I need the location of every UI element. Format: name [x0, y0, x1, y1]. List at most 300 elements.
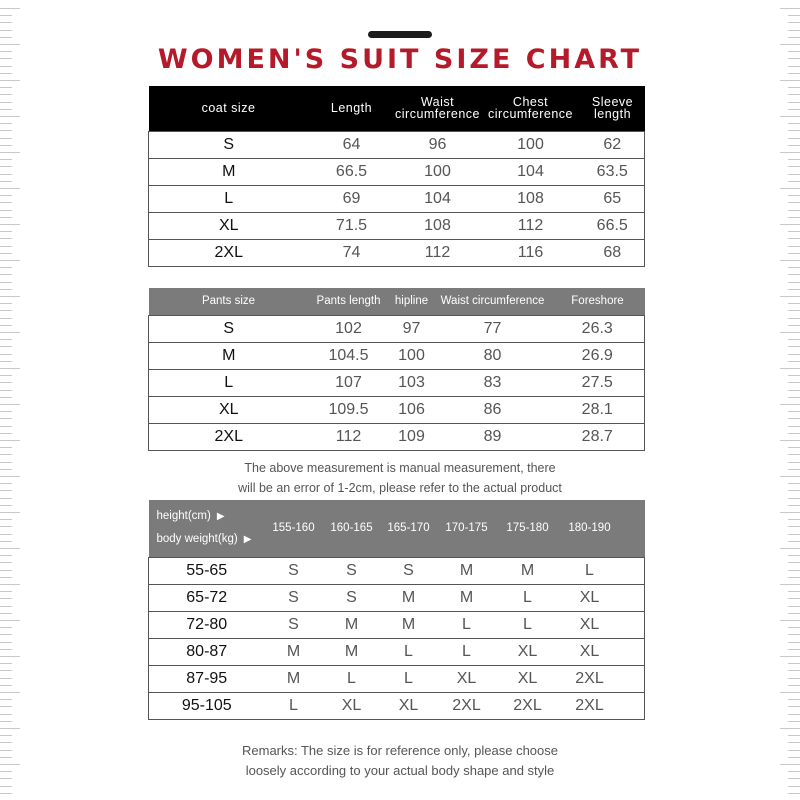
ruler-tick [788, 325, 800, 326]
table-row [149, 396, 645, 423]
table-row [149, 692, 645, 719]
ruler-tick [0, 426, 12, 427]
remarks-line1: Remarks: The size is for reference only, please choose [242, 743, 558, 758]
ruler-tick [780, 296, 800, 297]
pants-value-cell: 97 [389, 315, 435, 342]
ruler-tick [0, 102, 12, 103]
pants-value-cell: 103 [389, 369, 435, 396]
size-cell: XL [559, 611, 621, 638]
ruler-tick [788, 786, 800, 787]
ruler-tick [0, 505, 12, 506]
pants-value-cell: 26.3 [551, 315, 645, 342]
pants-header-row [149, 288, 645, 315]
ruler-tick [0, 238, 12, 239]
pants-value-cell: 104.5 [309, 342, 389, 369]
pants-value-cell: 112 [309, 423, 389, 450]
ruler-tick [0, 109, 12, 110]
coat-value-cell: 62 [581, 131, 645, 158]
size-cell: 2XL [497, 692, 559, 719]
ruler-tick [780, 512, 800, 513]
size-cell: XL [381, 692, 437, 719]
height-range-header: 155-160 [265, 500, 323, 557]
coat-value-cell: 71.5 [309, 212, 395, 239]
ruler-tick [0, 231, 12, 232]
ruler-tick [788, 37, 800, 38]
size-cell: L [265, 692, 323, 719]
table-row [149, 665, 645, 692]
ruler-tick [0, 598, 12, 599]
coat-header-row [149, 86, 645, 131]
ruler-tick [780, 584, 800, 585]
ruler-tick [780, 656, 800, 657]
ruler-tick [0, 181, 12, 182]
measurement-note [0, 458, 800, 498]
ruler-tick [788, 282, 800, 283]
ruler-tick [788, 498, 800, 499]
ruler-tick [0, 346, 12, 347]
ruler-tick [0, 433, 12, 434]
ruler-tick [0, 548, 20, 549]
ruler-tick [0, 310, 12, 311]
ruler-tick [0, 411, 12, 412]
ruler-tick [0, 642, 12, 643]
ruler-tick [0, 562, 12, 563]
pants-size-cell: S [149, 315, 309, 342]
ruler-tick [788, 714, 800, 715]
ruler-tick [0, 699, 12, 700]
ruler-tick [0, 584, 20, 585]
ruler-tick [0, 418, 12, 419]
ruler-tick [0, 555, 12, 556]
ruler-tick [0, 627, 12, 628]
rec-corner-header [149, 500, 265, 557]
coat-size-cell: M [149, 158, 309, 185]
coat-header-cell: Chest circumference [481, 86, 581, 131]
ruler-tick [0, 354, 12, 355]
ruler-tick [788, 87, 800, 88]
ruler-tick [788, 159, 800, 160]
row-spacer [621, 611, 645, 638]
coat-size-cell: 2XL [149, 239, 309, 266]
ruler-tick [788, 102, 800, 103]
pants-size-cell: XL [149, 396, 309, 423]
ruler-tick [0, 145, 12, 146]
coat-value-cell: 64 [309, 131, 395, 158]
ruler-tick [788, 505, 800, 506]
size-cell: L [437, 638, 497, 665]
size-cell: 2XL [437, 692, 497, 719]
ruler-tick [0, 22, 12, 23]
ruler-tick [788, 735, 800, 736]
size-cell: 2XL [559, 692, 621, 719]
ruler-tick [0, 116, 20, 117]
size-cell: S [323, 584, 381, 611]
ruler-tick [788, 30, 800, 31]
ruler-tick [788, 339, 800, 340]
ruler-tick [0, 15, 12, 16]
ruler-tick [788, 289, 800, 290]
ruler-tick [0, 174, 12, 175]
ruler-tick [0, 498, 12, 499]
pants-value-cell: 26.9 [551, 342, 645, 369]
ruler-tick [780, 440, 800, 441]
ruler-tick [788, 793, 800, 794]
rec-header-row [149, 500, 645, 557]
ruler-tick [788, 274, 800, 275]
ruler-tick [788, 721, 800, 722]
pants-value-cell: 102 [309, 315, 389, 342]
size-cell: M [381, 584, 437, 611]
ruler-tick [788, 202, 800, 203]
right-ruler [778, 0, 800, 800]
ruler-tick [0, 202, 12, 203]
ruler-tick [0, 253, 12, 254]
ruler-tick [0, 735, 12, 736]
ruler-tick [0, 8, 20, 9]
ruler-tick [788, 447, 800, 448]
coat-value-cell: 63.5 [581, 158, 645, 185]
ruler-tick [788, 346, 800, 347]
table-row [149, 185, 645, 212]
ruler-tick [780, 224, 800, 225]
size-cell: XL [323, 692, 381, 719]
ruler-tick [0, 663, 12, 664]
pants-value-cell: 27.5 [551, 369, 645, 396]
size-cell: S [265, 557, 323, 584]
coat-size-cell: L [149, 185, 309, 212]
table-row [149, 342, 645, 369]
ruler-tick [788, 318, 800, 319]
ruler-tick [780, 728, 800, 729]
right-arrow-icon: ▶ [216, 511, 225, 523]
ruler-tick [788, 382, 800, 383]
table-row [149, 315, 645, 342]
coat-size-cell: XL [149, 212, 309, 239]
ruler-tick [0, 512, 20, 513]
size-cell: L [497, 611, 559, 638]
pants-value-cell: 86 [435, 396, 551, 423]
ruler-tick [0, 541, 12, 542]
header-spacer [621, 500, 645, 557]
ruler-tick [788, 145, 800, 146]
ruler-tick [788, 390, 800, 391]
coat-value-cell: 100 [395, 158, 481, 185]
ruler-tick [788, 361, 800, 362]
ruler-tick [0, 260, 20, 261]
pants-value-cell: 80 [435, 342, 551, 369]
ruler-tick [0, 606, 12, 607]
ruler-tick [0, 303, 12, 304]
ruler-tick [0, 325, 12, 326]
ruler-tick [788, 706, 800, 707]
ruler-tick [788, 570, 800, 571]
pants-header-cell: Pants size [149, 288, 309, 315]
row-spacer [621, 665, 645, 692]
pants-value-cell: 107 [309, 369, 389, 396]
pants-size-cell: 2XL [149, 423, 309, 450]
size-cell: XL [497, 665, 559, 692]
ruler-tick [0, 526, 12, 527]
size-cell: M [323, 611, 381, 638]
height-range-header: 170-175 [437, 500, 497, 557]
ruler-tick [788, 375, 800, 376]
ruler-tick [0, 591, 12, 592]
coat-value-cell: 112 [481, 212, 581, 239]
ruler-tick [0, 685, 12, 686]
ruler-tick [0, 519, 12, 520]
ruler-tick [780, 152, 800, 153]
ruler-tick [788, 354, 800, 355]
weight-range-cell: 95-105 [149, 692, 265, 719]
ruler-tick [0, 195, 12, 196]
table-row [149, 423, 645, 450]
ruler-tick [788, 123, 800, 124]
ruler-tick [0, 649, 12, 650]
size-cell: 2XL [559, 665, 621, 692]
table-row [149, 212, 645, 239]
ruler-tick [0, 613, 12, 614]
ruler-tick [0, 793, 12, 794]
ruler-tick [0, 188, 20, 189]
ruler-tick [780, 620, 800, 621]
ruler-tick [780, 548, 800, 549]
ruler-tick [788, 534, 800, 535]
ruler-tick [788, 562, 800, 563]
ruler-tick [0, 274, 12, 275]
pants-value-cell: 77 [435, 315, 551, 342]
ruler-tick [780, 404, 800, 405]
ruler-tick [0, 296, 20, 297]
size-cell: S [265, 584, 323, 611]
ruler-tick [0, 361, 12, 362]
coat-value-cell: 74 [309, 239, 395, 266]
table-row [149, 131, 645, 158]
row-spacer [621, 638, 645, 665]
ruler-tick [0, 224, 20, 225]
size-cell: M [437, 557, 497, 584]
ruler-tick [780, 692, 800, 693]
ruler-tick [788, 195, 800, 196]
ruler-tick [0, 94, 12, 95]
pants-value-cell: 109 [389, 423, 435, 450]
ruler-tick [780, 8, 800, 9]
ruler-tick [0, 620, 20, 621]
row-spacer [621, 557, 645, 584]
height-label: height(cm) [156, 510, 211, 523]
ruler-tick [780, 368, 800, 369]
pants-size-cell: M [149, 342, 309, 369]
ruler-tick [788, 649, 800, 650]
pants-body [149, 315, 645, 450]
ruler-tick [0, 382, 12, 383]
size-cell: M [497, 557, 559, 584]
ruler-tick [788, 109, 800, 110]
ruler-tick [0, 339, 12, 340]
ruler-tick [788, 267, 800, 268]
ruler-tick [0, 152, 20, 153]
ruler-tick [0, 692, 20, 693]
ruler-tick [0, 404, 20, 405]
table-row [149, 158, 645, 185]
size-cell: M [323, 638, 381, 665]
pants-value-cell: 106 [389, 396, 435, 423]
left-ruler [0, 0, 22, 800]
ruler-tick [788, 541, 800, 542]
ruler-tick [788, 642, 800, 643]
ruler-tick [0, 87, 12, 88]
size-cell: S [265, 611, 323, 638]
coat-header-cell: Waist circumference [395, 86, 481, 131]
coat-header-cell: Sleeve length [581, 86, 645, 131]
ruler-tick [0, 210, 12, 211]
size-cell: M [437, 584, 497, 611]
height-range-header: 180-190 [559, 500, 621, 557]
ruler-tick [788, 411, 800, 412]
height-range-header: 165-170 [381, 500, 437, 557]
measurement-note-line1: The above measurement is manual measurement, there [244, 461, 556, 475]
ruler-tick [0, 159, 12, 160]
ruler-tick [788, 94, 800, 95]
ruler-tick [788, 418, 800, 419]
ruler-tick [0, 217, 12, 218]
ruler-tick [0, 130, 12, 131]
pants-value-cell: 28.1 [551, 396, 645, 423]
ruler-tick [788, 555, 800, 556]
ruler-tick [788, 699, 800, 700]
size-cell: L [381, 638, 437, 665]
ruler-tick [788, 591, 800, 592]
remarks-line2: loosely according to your actual body shape and style [245, 763, 555, 778]
ruler-tick [0, 246, 12, 247]
row-spacer [621, 692, 645, 719]
ruler-tick [0, 80, 20, 81]
ruler-tick [788, 210, 800, 211]
weight-range-cell: 80-87 [149, 638, 265, 665]
ruler-tick [788, 246, 800, 247]
coat-value-cell: 104 [481, 158, 581, 185]
size-cell: L [381, 665, 437, 692]
weight-range-cell: 72-80 [149, 611, 265, 638]
size-cell: L [497, 584, 559, 611]
ruler-tick [0, 123, 12, 124]
size-cell: XL [437, 665, 497, 692]
ruler-tick [0, 37, 12, 38]
ruler-tick [0, 570, 12, 571]
coat-value-cell: 108 [481, 185, 581, 212]
ruler-tick [788, 238, 800, 239]
remarks [0, 741, 800, 781]
ruler-tick [788, 433, 800, 434]
size-cell: L [323, 665, 381, 692]
ruler-tick [788, 519, 800, 520]
coat-value-cell: 116 [481, 239, 581, 266]
size-cell: S [381, 557, 437, 584]
ruler-tick [788, 678, 800, 679]
ruler-tick [788, 181, 800, 182]
table-row [149, 239, 645, 266]
page-title: WOMEN'S SUIT SIZE CHART [157, 44, 643, 75]
coat-value-cell: 100 [481, 131, 581, 158]
ruler-tick [0, 390, 12, 391]
ruler-tick [0, 786, 12, 787]
coat-value-cell: 104 [395, 185, 481, 212]
ruler-tick [788, 577, 800, 578]
ruler-tick [788, 627, 800, 628]
pants-value-cell: 100 [389, 342, 435, 369]
ruler-tick [788, 634, 800, 635]
size-cell: M [381, 611, 437, 638]
table-row [149, 611, 645, 638]
hanger-bar [368, 31, 432, 38]
ruler-tick [0, 318, 12, 319]
ruler-tick [0, 447, 12, 448]
table-row [149, 584, 645, 611]
ruler-tick [0, 656, 20, 657]
size-cell: XL [559, 638, 621, 665]
ruler-tick [788, 130, 800, 131]
ruler-tick [788, 598, 800, 599]
coat-value-cell: 66.5 [309, 158, 395, 185]
size-recommendation-table [148, 500, 645, 720]
coat-value-cell: 65 [581, 185, 645, 212]
ruler-tick [788, 166, 800, 167]
weight-range-cell: 55-65 [149, 557, 265, 584]
ruler-tick [788, 613, 800, 614]
ruler-tick [0, 282, 12, 283]
coat-header-cell: Length [309, 86, 395, 131]
ruler-tick [788, 217, 800, 218]
weight-label: body weight(kg) [156, 533, 238, 546]
size-cell: M [265, 665, 323, 692]
pants-header-cell: hipline [389, 288, 435, 315]
ruler-tick [788, 22, 800, 23]
ruler-tick [780, 332, 800, 333]
rec-body [149, 557, 645, 719]
coat-value-cell: 96 [395, 131, 481, 158]
weight-range-cell: 65-72 [149, 584, 265, 611]
ruler-tick [788, 670, 800, 671]
ruler-tick [0, 375, 12, 376]
ruler-tick [0, 267, 12, 268]
ruler-tick [0, 678, 12, 679]
coat-header-cell: coat size [149, 86, 309, 131]
ruler-tick [788, 454, 800, 455]
right-arrow-icon: ▶ [243, 534, 252, 546]
ruler-tick [0, 138, 12, 139]
ruler-tick [780, 116, 800, 117]
size-cell: L [559, 557, 621, 584]
ruler-tick [0, 30, 12, 31]
ruler-tick [788, 303, 800, 304]
size-cell: XL [559, 584, 621, 611]
ruler-tick [0, 577, 12, 578]
ruler-tick [0, 454, 12, 455]
ruler-tick [788, 426, 800, 427]
weight-range-cell: 87-95 [149, 665, 265, 692]
pants-value-cell: 83 [435, 369, 551, 396]
ruler-tick [0, 534, 12, 535]
ruler-tick [0, 166, 12, 167]
coat-size-table [148, 86, 645, 267]
ruler-tick [788, 138, 800, 139]
ruler-tick [0, 634, 12, 635]
ruler-tick [0, 714, 12, 715]
size-cell: XL [497, 638, 559, 665]
ruler-tick [780, 260, 800, 261]
pants-value-cell: 89 [435, 423, 551, 450]
ruler-tick [788, 310, 800, 311]
size-cell: L [437, 611, 497, 638]
